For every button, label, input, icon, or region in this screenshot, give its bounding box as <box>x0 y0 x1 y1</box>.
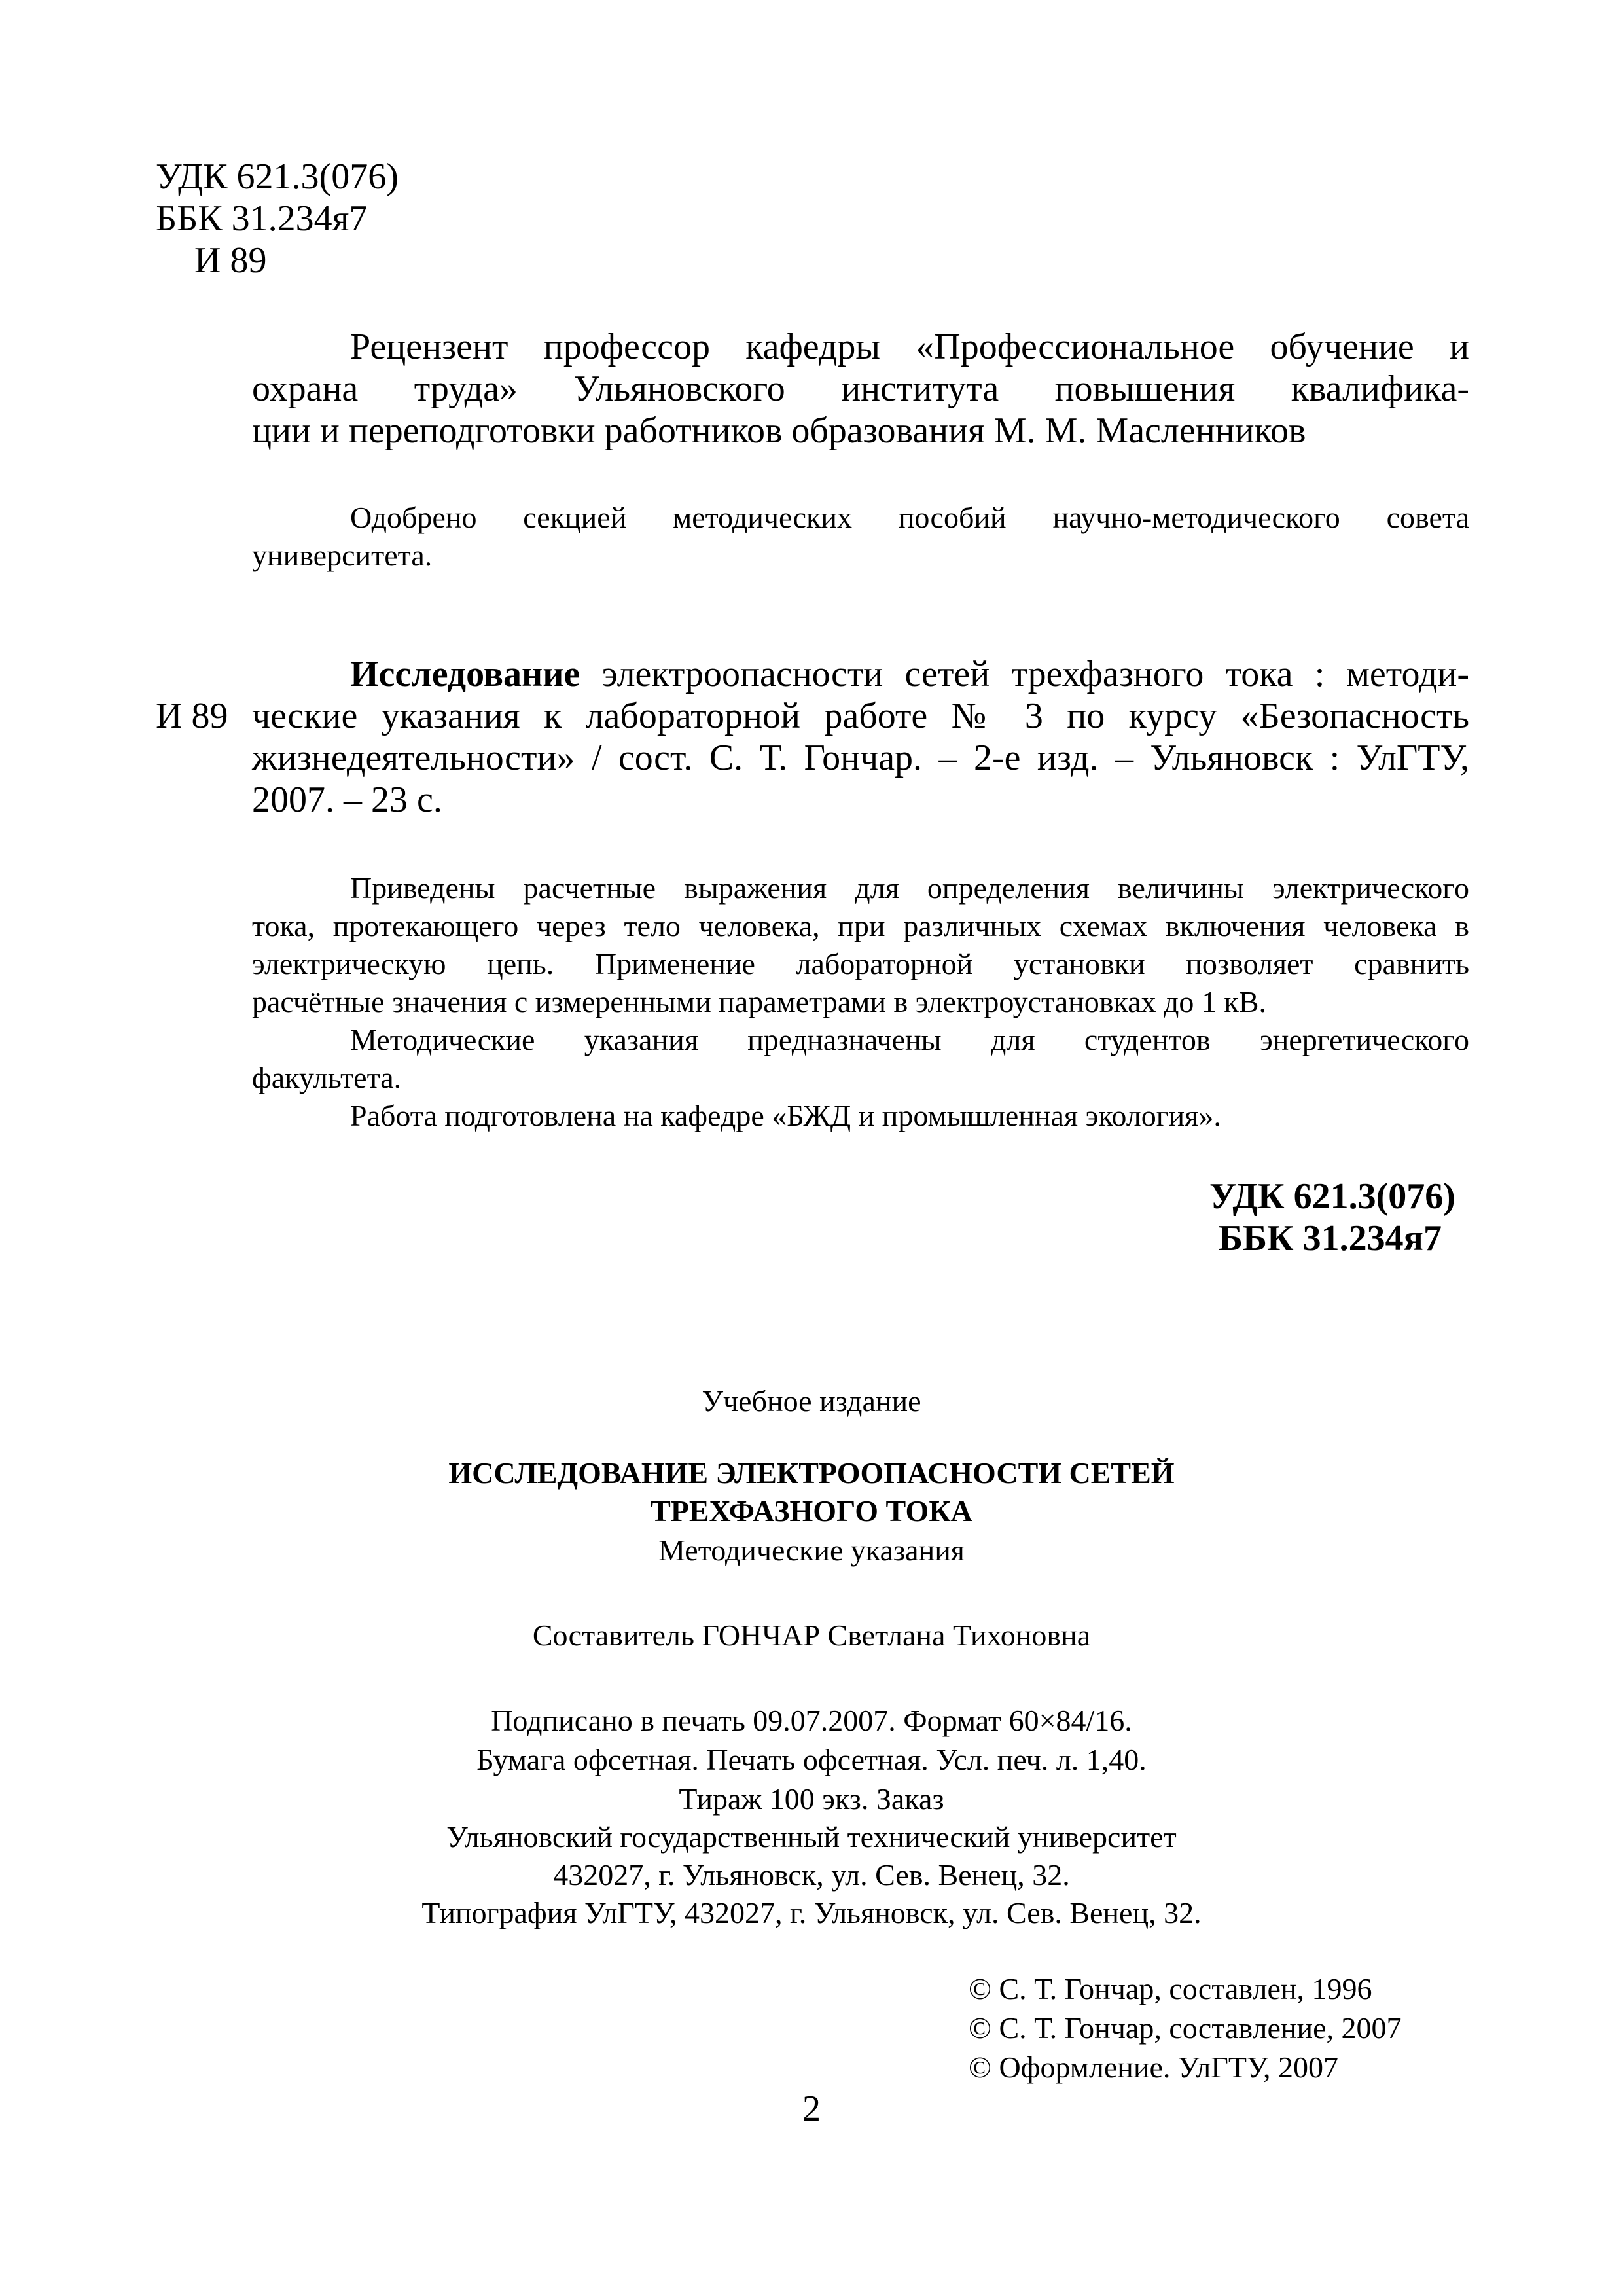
abstract-p3-line-1: Работа подготовлена на кафедре «БЖД и промышленная экология». <box>350 1099 1221 1132</box>
copyright-line-1: © С. Т. Гончар, составлен, 1996 <box>969 1972 1372 2005</box>
abstract-p2-line-1: Методические указания предназначены для студентов энергетического <box>350 1023 1469 1056</box>
header-udk: УДК 621.3(076) <box>156 156 399 197</box>
reviewer-block <box>252 326 1469 452</box>
book-subtitle: Методические указания <box>658 1534 965 1567</box>
abstract-p1-line-3: электрическую цепь. Применение лабораторной установки позволяет сравнить <box>252 947 1469 980</box>
catalog-mark: И 89 <box>156 696 228 736</box>
copyright-line-2: © С. Т. Гончар, составление, 2007 <box>969 2011 1402 2045</box>
copyright-line-3: © Оформление. УлГТУ, 2007 <box>969 2051 1339 2084</box>
catalog-block <box>252 653 1469 821</box>
header-author-mark: И 89 <box>194 240 267 281</box>
print-info-line-2: Бумага офсетная. Печать офсетная. Усл. печ. л. 1,40. <box>476 1743 1147 1776</box>
print-info-line-1: Подписано в печать 09.07.2007. Формат 60×84/16. <box>491 1704 1132 1737</box>
abstract-p1-line-2: тока, протекающего через тело человека, при различных схемах включения человека в <box>252 909 1469 942</box>
reviewer-line-1: Рецензент профессор кафедры «Профессиональное обучение и <box>350 327 1469 367</box>
print-info-line-5: 432027, г. Ульяновск, ул. Сев. Венец, 32. <box>553 1858 1070 1892</box>
book-title-line-2: ТРЕХФАЗНОГО ТОКА <box>651 1494 972 1528</box>
catalog-line-1-rest: электроопасности сетей трехфазного тока : методи- <box>580 654 1469 694</box>
catalog-line-4: 2007. – 23 с. <box>252 780 442 820</box>
reviewer-line-2: охрана труда» Ульяновского института повышения квалифика- <box>252 368 1469 409</box>
reviewer-line-3: ции и переподготовки работников образования М. М. Масленников <box>252 410 1306 451</box>
abstract-block <box>252 869 1469 1135</box>
footer-bbk: ББК 31.234я7 <box>1219 1218 1442 1259</box>
catalog-line-3: жизнедеятельности» / сост. С. Т. Гончар. – 2-е изд. – Ульяновск : УлГТУ, <box>252 738 1469 778</box>
abstract-p2-line-2: факультета. <box>252 1061 402 1094</box>
header-bbk: ББК 31.234я7 <box>156 198 368 239</box>
approval-line-1: Одобрено секцией методических пособий научно-методического совета <box>350 501 1469 534</box>
page-number: 2 <box>802 2089 821 2129</box>
catalog-line-2: ческие указания к лабораторной работе № 3 по курсу «Безопасность <box>252 696 1469 736</box>
edition-type: Учебное издание <box>702 1384 921 1418</box>
book-title-line-1: ИССЛЕДОВАНИЕ ЭЛЕКТРООПАСНОСТИ СЕТЕЙ <box>448 1456 1175 1490</box>
catalog-line-1 <box>252 653 1469 695</box>
footer-udk: УДК 621.3(076) <box>1209 1176 1455 1217</box>
compiler: Составитель ГОНЧАР Светлана Тихоновна <box>532 1619 1091 1652</box>
print-info-line-3: Тираж 100 экз. Заказ <box>679 1782 944 1816</box>
approval-line-2: университета. <box>252 539 433 572</box>
print-info-line-6: Типография УлГТУ, 432027, г. Ульяновск, ул. Сев. Венец, 32. <box>421 1896 1202 1929</box>
print-info-line-4: Ульяновский государственный технический университет <box>446 1820 1177 1854</box>
abstract-p1-line-1: Приведены расчетные выражения для определения величины электрического <box>350 871 1469 905</box>
approval-block <box>252 499 1469 575</box>
catalog-title-bold: Исследование <box>350 654 580 694</box>
abstract-p1-line-4: расчётные значения с измеренными параметрами в электроустановках до 1 кВ. <box>252 985 1266 1018</box>
